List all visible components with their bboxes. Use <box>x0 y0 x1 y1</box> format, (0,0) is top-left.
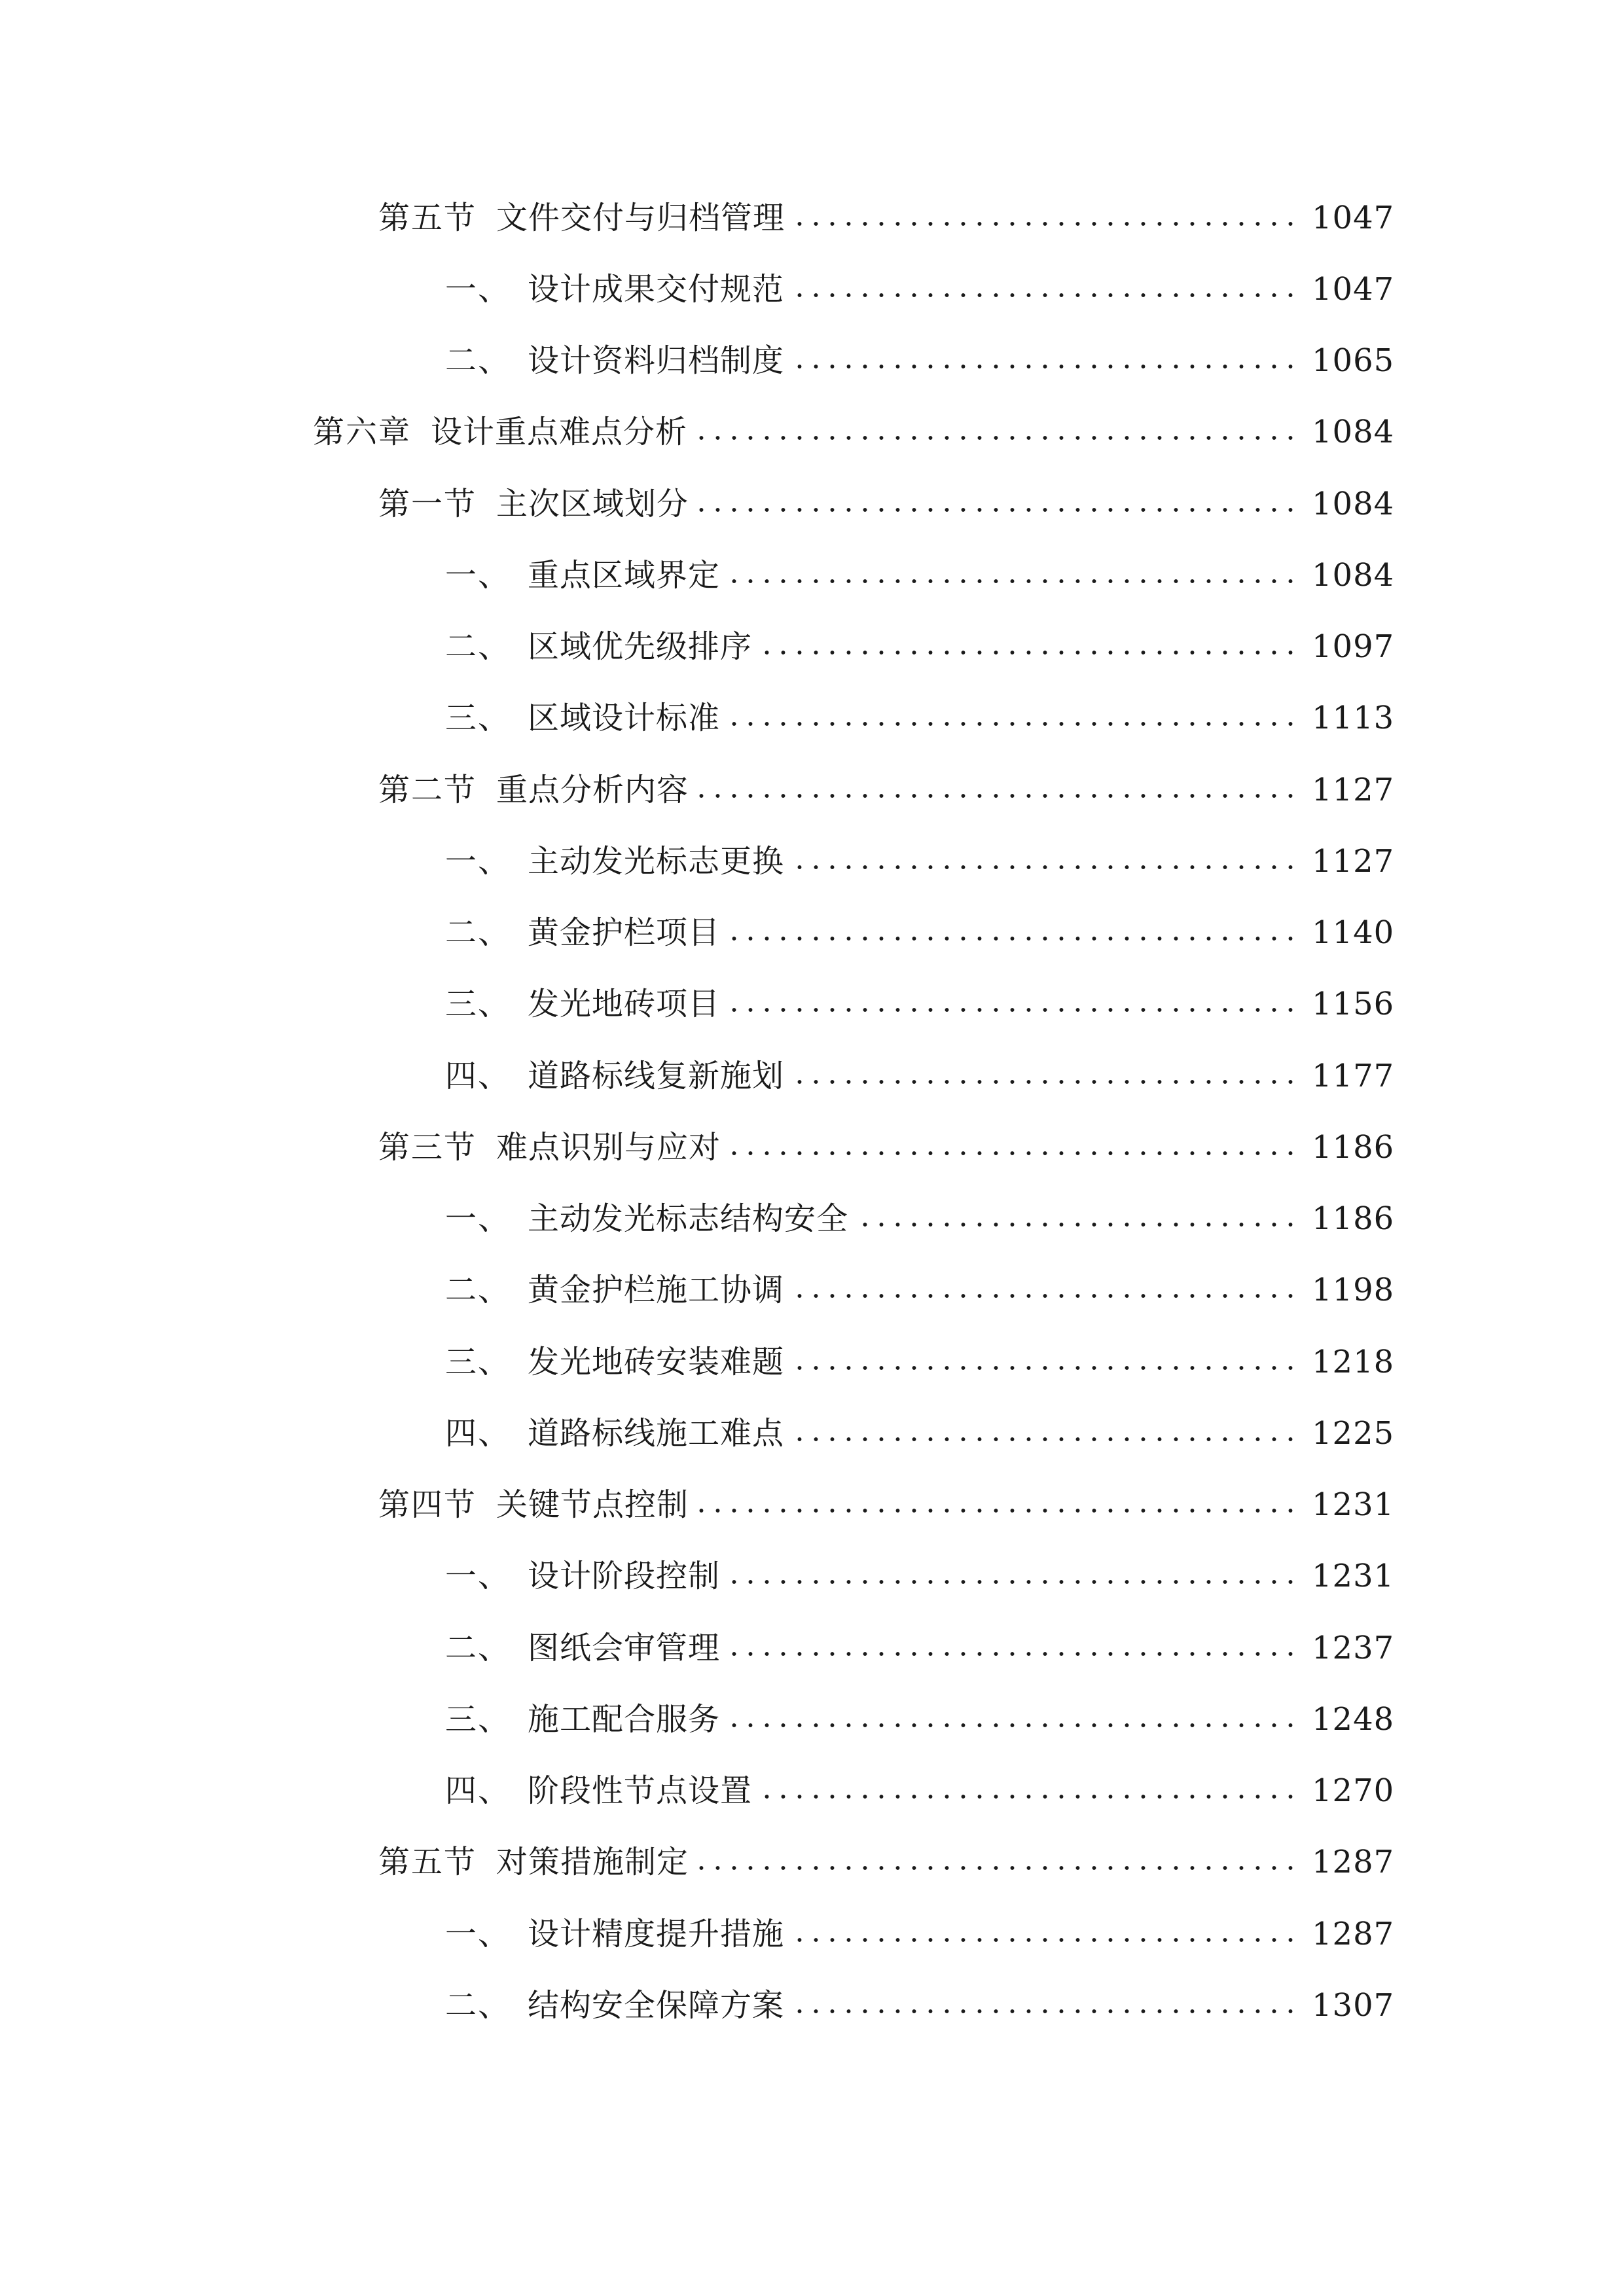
entry-page: 1084 <box>1312 414 1395 450</box>
toc-entry[interactable] <box>445 1622 1395 1674</box>
toc-entry[interactable] <box>445 1550 1395 1602</box>
dot-leader <box>792 1291 1299 1300</box>
dot-leader <box>792 1077 1299 1086</box>
dot-leader <box>728 934 1299 943</box>
entry-title: 设计精度提升措施 <box>528 1916 785 1952</box>
toc-entry[interactable] <box>378 478 1395 530</box>
entry-page: 1231 <box>1312 1486 1395 1523</box>
entry-page: 1140 <box>1312 914 1395 951</box>
dot-leader <box>792 1935 1299 1945</box>
entry-title: 图纸会审管理 <box>528 1630 721 1666</box>
entry-page: 1097 <box>1312 628 1395 665</box>
dot-leader <box>792 362 1299 371</box>
toc-entry[interactable] <box>445 1193 1395 1245</box>
entry-page: 1047 <box>1312 200 1395 236</box>
entry-title: 黄金护栏项目 <box>528 914 721 951</box>
toc-entry[interactable] <box>445 835 1395 888</box>
entry-number: 一、 <box>445 1200 511 1237</box>
entry-number: 一、 <box>445 1558 511 1594</box>
dot-leader <box>856 1220 1299 1229</box>
entry-number: 第四节 <box>378 1486 477 1523</box>
entry-title: 黄金护栏施工协调 <box>528 1272 785 1308</box>
entry-number: 二、 <box>445 1987 511 2024</box>
dot-leader <box>696 1506 1299 1515</box>
dot-leader <box>792 1435 1299 1444</box>
toc-entry[interactable] <box>445 906 1395 959</box>
entry-number: 一、 <box>445 843 511 880</box>
entry-title: 主动发光标志结构安全 <box>528 1200 849 1237</box>
entry-number: 二、 <box>445 1272 511 1308</box>
dot-leader <box>728 1005 1299 1014</box>
toc-entry[interactable] <box>313 406 1395 458</box>
toc-entry[interactable] <box>378 1121 1395 1174</box>
entry-number: 三、 <box>445 1344 511 1380</box>
toc-entry[interactable] <box>445 1407 1395 1460</box>
dot-leader <box>792 291 1299 300</box>
dot-leader <box>728 1649 1299 1659</box>
entry-page: 1127 <box>1312 772 1395 808</box>
entry-title: 重点分析内容 <box>496 772 689 808</box>
entry-number: 四、 <box>445 1772 511 1809</box>
entry-title: 道路标线复新施划 <box>528 1058 785 1094</box>
entry-title: 设计资料归档制度 <box>528 342 785 379</box>
entry-title: 区域设计标准 <box>528 700 721 736</box>
entry-number: 第三节 <box>378 1129 477 1166</box>
dot-leader <box>728 577 1299 586</box>
entry-number: 二、 <box>445 628 511 665</box>
entry-title: 主次区域划分 <box>496 486 689 522</box>
entry-title: 区域优先级排序 <box>528 628 753 665</box>
entry-number: 一、 <box>445 271 511 308</box>
entry-page: 1156 <box>1312 986 1395 1022</box>
entry-title: 施工配合服务 <box>528 1701 721 1738</box>
entry-page: 1084 <box>1312 486 1395 522</box>
dot-leader <box>728 1721 1299 1730</box>
dot-leader <box>728 719 1299 728</box>
toc-entry[interactable] <box>445 1264 1395 1316</box>
entry-number: 四、 <box>445 1058 511 1094</box>
dot-leader <box>695 433 1299 442</box>
entry-title: 难点识别与应对 <box>496 1129 721 1166</box>
entry-title: 对策措施制定 <box>496 1844 689 1880</box>
entry-title: 文件交付与归档管理 <box>496 200 785 236</box>
dot-leader <box>793 219 1299 228</box>
entry-number: 第二节 <box>378 772 477 808</box>
toc-entry[interactable] <box>445 620 1395 673</box>
toc-entry[interactable] <box>445 1979 1395 2032</box>
dot-leader <box>792 2007 1299 2016</box>
entry-page: 1047 <box>1312 271 1395 308</box>
entry-number: 三、 <box>445 1701 511 1738</box>
toc-entry[interactable] <box>378 1479 1395 1531</box>
toc-entry[interactable] <box>445 1908 1395 1960</box>
entry-page: 1127 <box>1312 843 1395 880</box>
entry-number: 第一节 <box>378 486 477 522</box>
toc-entry[interactable] <box>445 263 1395 315</box>
toc-entry[interactable] <box>445 1336 1395 1388</box>
entry-number: 四、 <box>445 1415 511 1452</box>
entry-title: 发光地砖项目 <box>528 986 721 1022</box>
toc-entry[interactable] <box>445 692 1395 744</box>
toc-entry[interactable] <box>445 1050 1395 1102</box>
entry-page: 1225 <box>1312 1415 1395 1452</box>
entry-page: 1084 <box>1312 557 1395 594</box>
toc-entry[interactable] <box>378 1836 1395 1888</box>
entry-title: 发光地砖安装难题 <box>528 1344 785 1380</box>
entry-page: 1186 <box>1312 1129 1395 1166</box>
dot-leader <box>696 791 1299 800</box>
dot-leader <box>792 863 1299 872</box>
toc-entry[interactable] <box>378 764 1395 816</box>
entry-page: 1065 <box>1312 342 1395 379</box>
entry-number: 二、 <box>445 1630 511 1666</box>
dot-leader <box>792 1363 1299 1372</box>
entry-title: 主动发光标志更换 <box>528 843 785 880</box>
entry-page: 1177 <box>1312 1058 1395 1094</box>
entry-title: 设计成果交付规范 <box>528 271 785 308</box>
entry-title: 重点区域界定 <box>528 557 721 594</box>
entry-page: 1186 <box>1312 1200 1395 1237</box>
entry-title: 关键节点控制 <box>496 1486 689 1523</box>
toc-entry[interactable] <box>445 1693 1395 1746</box>
entry-number: 三、 <box>445 986 511 1022</box>
entry-number: 一、 <box>445 1916 511 1952</box>
entry-number: 二、 <box>445 342 511 379</box>
entry-title: 结构安全保障方案 <box>528 1987 785 2024</box>
entry-number: 第六章 <box>313 414 412 450</box>
entry-page: 1307 <box>1312 1987 1395 2024</box>
entry-page: 1287 <box>1312 1916 1395 1952</box>
entry-page: 1270 <box>1312 1772 1395 1809</box>
entry-number: 第五节 <box>378 1844 477 1880</box>
entry-page: 1231 <box>1312 1558 1395 1594</box>
entry-title: 阶段性节点设置 <box>528 1772 753 1809</box>
dot-leader <box>760 648 1299 657</box>
entry-page: 1287 <box>1312 1844 1395 1880</box>
dot-leader <box>696 505 1299 514</box>
toc-entry[interactable] <box>445 978 1395 1030</box>
entry-page: 1218 <box>1312 1344 1395 1380</box>
toc-entry[interactable] <box>445 1765 1395 1817</box>
toc-entry[interactable] <box>445 334 1395 387</box>
dot-leader <box>760 1792 1299 1801</box>
entry-number: 二、 <box>445 914 511 951</box>
entry-number: 一、 <box>445 557 511 594</box>
entry-page: 1113 <box>1312 700 1395 736</box>
entry-page: 1198 <box>1312 1272 1395 1308</box>
entry-number: 三、 <box>445 700 511 736</box>
entry-title: 设计重点难点分析 <box>431 414 688 450</box>
entry-title: 设计阶段控制 <box>528 1558 721 1594</box>
toc-entry[interactable] <box>378 192 1395 244</box>
toc-entry[interactable] <box>445 549 1395 601</box>
entry-page: 1248 <box>1312 1701 1395 1738</box>
dot-leader <box>729 1149 1299 1158</box>
dot-leader <box>696 1863 1299 1873</box>
entry-title: 道路标线施工难点 <box>528 1415 785 1452</box>
entry-page: 1237 <box>1312 1630 1395 1666</box>
entry-number: 第五节 <box>378 200 477 236</box>
dot-leader <box>728 1577 1299 1587</box>
